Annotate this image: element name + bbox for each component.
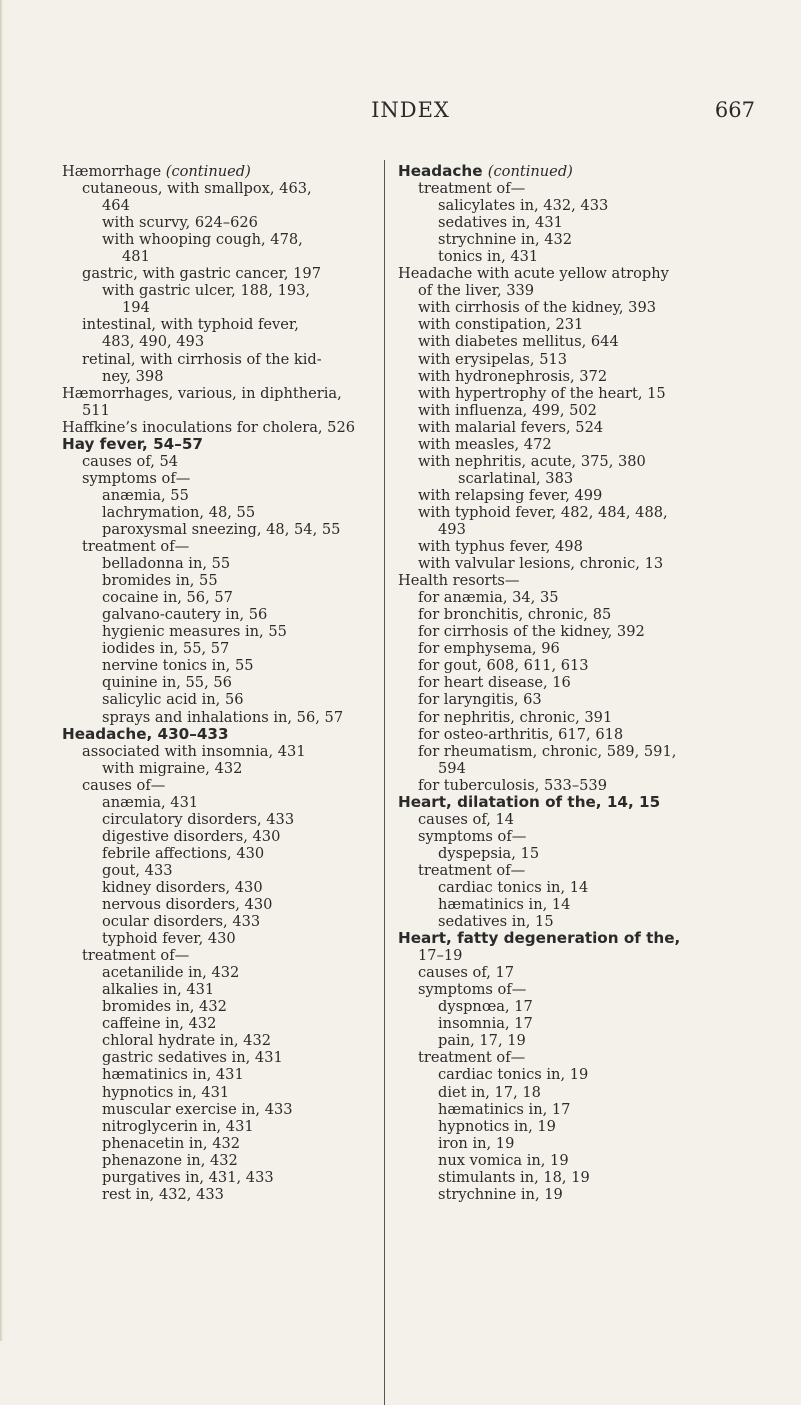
index-entry [62, 197, 374, 214]
index-entry [62, 1169, 374, 1186]
index-entry-text: causes of, 54 [82, 452, 179, 470]
index-entry [62, 845, 374, 862]
index-entry-text: nervine tonics in, 55 [102, 657, 254, 675]
index-entry-text: with measles, 472 [418, 435, 552, 453]
index-entry [62, 657, 374, 674]
index-entry [62, 402, 374, 419]
index-entry-text: 594 [438, 759, 466, 777]
index-entry [62, 1186, 374, 1203]
index-entry-text: with migraine, 432 [102, 759, 243, 777]
index-entry [62, 589, 374, 606]
index-entry-text: for emphysema, 96 [418, 640, 560, 658]
index-entry-text: treatment of— [82, 538, 190, 556]
index-entry [398, 1066, 770, 1083]
index-entry-text: phenacetin in, 432 [102, 1134, 241, 1152]
index-entry [398, 657, 770, 674]
index-entry [62, 316, 374, 333]
index-entry-text: causes of— [82, 776, 166, 794]
index-entry [62, 538, 374, 555]
index-entry-text: hygienic measures in, 55 [102, 623, 287, 641]
index-entry-text: with constipation, 231 [418, 316, 584, 334]
index-entry [62, 214, 374, 231]
index-entry [398, 504, 770, 521]
index-entry-text: with whooping cough, 478, [102, 231, 303, 249]
index-entry [398, 1101, 770, 1118]
continued-note: (continued) [487, 163, 573, 180]
index-entry-text: Hæmorrhages, various, in diphtheria, [62, 384, 342, 402]
index-entry-text: sprays and inhalations in, 56, 57 [102, 708, 344, 726]
index-entry-text: nervous disorders, 430 [102, 896, 273, 914]
index-entry [398, 1049, 770, 1066]
index-entry-text: 481 [122, 248, 150, 266]
index-entry [62, 231, 374, 248]
index-entry [398, 811, 770, 828]
index-entry [62, 981, 374, 998]
index-entry-text: for bronchitis, chronic, 85 [418, 606, 612, 624]
index-entry [62, 1015, 374, 1032]
index-entry [62, 709, 374, 726]
index-entry [398, 555, 770, 572]
index-entry [62, 368, 374, 385]
index-entry-text: gastric sedatives in, 431 [102, 1049, 283, 1067]
index-entry [398, 572, 770, 589]
index-entry [62, 180, 374, 197]
index-entry-text: with cirrhosis of the kidney, 393 [418, 299, 657, 317]
index-entry-text: hæmatinics in, 14 [438, 896, 571, 914]
index-entry-text: phenazone in, 432 [102, 1151, 238, 1169]
index-entry-text: febrile affections, 430 [102, 844, 265, 862]
index-entry [62, 436, 374, 453]
index-entry [62, 1118, 374, 1135]
index-entry-text: with hypertrophy of the heart, 15 [418, 384, 666, 402]
index-entry [398, 1118, 770, 1135]
index-entry-text: cutaneous, with smallpox, 463, [82, 180, 312, 198]
index-entry-text: 464 [102, 197, 130, 215]
index-entry-text: with typhoid fever, 482, 484, 488, [418, 503, 668, 521]
index-entry [398, 1084, 770, 1101]
index-entry [398, 248, 770, 265]
index-entry-text: for laryngitis, 63 [418, 691, 542, 709]
index-entry [398, 845, 770, 862]
index-entry [62, 1101, 374, 1118]
index-entry [398, 197, 770, 214]
index-entry [62, 998, 374, 1015]
index-entry [398, 214, 770, 231]
index-entry [62, 726, 374, 743]
index-entry-text: symptoms of— [82, 469, 191, 487]
index-entry-text: ocular disorders, 433 [102, 913, 261, 931]
index-entry [398, 1152, 770, 1169]
page-number: 667 [714, 98, 755, 122]
index-entry-text: with valvular lesions, chronic, 13 [418, 555, 664, 573]
index-entry-text: cardiac tonics in, 19 [438, 1066, 589, 1084]
index-entry [398, 436, 770, 453]
index-column-right [398, 163, 770, 1203]
index-entry-text: digestive disorders, 430 [102, 827, 281, 845]
index-entry-text: for rheumatism, chronic, 589, 591, [418, 742, 677, 760]
index-entry [398, 333, 770, 350]
index-entry-text: treatment of— [418, 1049, 526, 1067]
index-entry [398, 299, 770, 316]
index-entry-text: muscular exercise in, 433 [102, 1100, 293, 1118]
index-entry [398, 930, 770, 947]
index-entry-text: with erysipelas, 513 [418, 350, 568, 368]
index-entry [62, 504, 374, 521]
index-entry [398, 606, 770, 623]
index-entry-text: retinal, with cirrhosis of the kid- [82, 350, 322, 368]
index-entry [62, 1135, 374, 1152]
index-entry [62, 282, 374, 299]
index-entry [62, 265, 374, 282]
index-entry-text: strychnine in, 432 [438, 231, 573, 249]
index-entry-text: kidney disorders, 430 [102, 878, 263, 896]
index-entry-text: 194 [122, 299, 150, 317]
index-entry [398, 828, 770, 845]
index-entry-text: hypnotics in, 19 [438, 1117, 556, 1135]
index-entry-text: galvano-cautery in, 56 [102, 606, 268, 624]
index-entry-text: dyspepsia, 15 [438, 844, 540, 862]
index-entry-text: Headache, 430–433 [62, 724, 229, 743]
index-entry [62, 333, 374, 350]
index-entry [62, 453, 374, 470]
index-entry [398, 709, 770, 726]
page-header [66, 98, 755, 134]
index-entry-text: Heart, fatty degeneration of the, [398, 929, 681, 948]
index-entry-text: with gastric ulcer, 188, 193, [102, 282, 311, 300]
index-entry-text: salicylates in, 432, 433 [438, 197, 609, 215]
index-entry-text: with malarial fevers, 524 [418, 418, 604, 436]
index-entry-text: stimulants in, 18, 19 [438, 1168, 590, 1186]
index-entry [62, 1032, 374, 1049]
index-entry [62, 811, 374, 828]
index-entry [62, 606, 374, 623]
index-entry [62, 743, 374, 760]
index-entry [398, 896, 770, 913]
index-entry [398, 862, 770, 879]
index-entry-text: ney, 398 [102, 367, 164, 385]
index-entry-text: sedatives in, 15 [438, 913, 554, 931]
index-entry-text: circulatory disorders, 433 [102, 810, 295, 828]
index-entry [398, 1032, 770, 1049]
index-entry-text: with typhus fever, 498 [418, 538, 583, 556]
index-entry [398, 521, 770, 538]
index-entry [62, 879, 374, 896]
index-entry [398, 453, 770, 470]
index-entry [398, 180, 770, 197]
index-entry [62, 794, 374, 811]
index-entry-text: paroxysmal sneezing, 48, 54, 55 [102, 520, 341, 538]
index-entry [398, 777, 770, 794]
index-entry [398, 1186, 770, 1203]
index-entry-text: gastric, with gastric cancer, 197 [82, 265, 321, 283]
index-entry-text: causes of, 17 [418, 964, 515, 982]
index-entry-text: sedatives in, 431 [438, 214, 563, 232]
index-entry [398, 402, 770, 419]
index-entry-text: intestinal, with typhoid fever, [82, 316, 299, 334]
index-entry-text: anæmia, 431 [102, 793, 199, 811]
index-entry [62, 555, 374, 572]
index-entry-text: of the liver, 339 [418, 282, 535, 300]
index-entry-text: caffeine in, 432 [102, 1015, 217, 1033]
index-entry [62, 1066, 374, 1083]
index-entry-text: for tuberculosis, 533–539 [418, 776, 607, 794]
index-entry-text: treatment of— [418, 861, 526, 879]
index-entry-text: acetanilide in, 432 [102, 964, 240, 982]
index-entry [62, 640, 374, 657]
index-entry [398, 981, 770, 998]
index-entry [62, 862, 374, 879]
index-entry-text: quinine in, 55, 56 [102, 674, 232, 692]
index-entry [398, 760, 770, 777]
index-entry-text: pain, 17, 19 [438, 1032, 526, 1050]
index-entry-text: strychnine in, 19 [438, 1185, 563, 1203]
index-entry [398, 726, 770, 743]
page-title: INDEX [371, 98, 450, 122]
index-entry [62, 385, 374, 402]
index-entry [398, 589, 770, 606]
index-entry [398, 913, 770, 930]
index-entry-text: with scurvy, 624–626 [102, 214, 258, 232]
index-entry-text: cardiac tonics in, 14 [438, 878, 589, 896]
index-entry [62, 930, 374, 947]
index-entry-text: Headache [398, 162, 488, 180]
index-entry [398, 487, 770, 504]
index-entry [398, 163, 770, 180]
index-entry-text: for anæmia, 34, 35 [418, 589, 559, 607]
index-entry [398, 316, 770, 333]
index-entry [398, 419, 770, 436]
index-entry-text: insomnia, 17 [438, 1015, 533, 1033]
index-entry-text: for nephritis, chronic, 391 [418, 708, 613, 726]
index-entry [398, 1015, 770, 1032]
index-entry [398, 623, 770, 640]
index-entry-text: symptoms of— [418, 827, 527, 845]
index-entry [62, 521, 374, 538]
index-entry-text: alkalies in, 431 [102, 981, 215, 999]
index-entry-text: for gout, 608, 611, 613 [418, 657, 589, 675]
index-entry [62, 896, 374, 913]
index-entry [62, 964, 374, 981]
index-entry [398, 998, 770, 1015]
index-entry-text: 511 [82, 401, 110, 419]
index-entry [62, 163, 374, 180]
index-entry-text: belladonna in, 55 [102, 555, 231, 573]
index-entry [398, 351, 770, 368]
index-entry-text: anæmia, 55 [102, 486, 189, 504]
index-entry [62, 913, 374, 930]
index-entry [398, 385, 770, 402]
index-entry-text: 17–19 [418, 947, 463, 965]
index-entry [398, 368, 770, 385]
index-entry-text: hæmatinics in, 17 [438, 1100, 571, 1118]
index-entry [398, 231, 770, 248]
index-entry [398, 879, 770, 896]
index-entry [62, 248, 374, 265]
index-entry-text: scarlatinal, 383 [458, 469, 574, 487]
index-column-left [62, 163, 374, 1203]
index-entry-text: Headache with acute yellow atrophy [398, 265, 669, 283]
index-entry [398, 1135, 770, 1152]
index-entry-text: Haffkine’s inoculations for cholera, 526 [62, 418, 356, 436]
index-entry [398, 743, 770, 760]
index-entry [62, 470, 374, 487]
index-entry-text: associated with insomnia, 431 [82, 742, 306, 760]
index-entry-text: typhoid fever, 430 [102, 930, 236, 948]
index-entry [62, 777, 374, 794]
index-entry [62, 487, 374, 504]
index-entry-text: chloral hydrate in, 432 [102, 1032, 272, 1050]
index-entry-text: nitroglycerin in, 431 [102, 1117, 254, 1135]
index-entry-text: salicylic acid in, 56 [102, 691, 244, 709]
index-entry [62, 419, 374, 436]
index-entry-text: causes of, 14 [418, 810, 515, 828]
index-entry-text: hypnotics in, 431 [102, 1083, 230, 1101]
index-entry [398, 538, 770, 555]
index-entry [62, 572, 374, 589]
index-entry-text: rest in, 432, 433 [102, 1185, 224, 1203]
index-entry-text: for heart disease, 16 [418, 674, 571, 692]
index-entry [398, 1169, 770, 1186]
index-entry-text: bromides in, 432 [102, 998, 227, 1016]
index-entry [62, 1049, 374, 1066]
index-entry [62, 947, 374, 964]
index-entry-text: 493 [438, 520, 466, 538]
index-entry-text: treatment of— [418, 180, 526, 198]
continued-note: (continued) [165, 163, 251, 180]
index-entry [62, 828, 374, 845]
index-entry-text: iodides in, 55, 57 [102, 640, 230, 658]
index-entry-text: diet in, 17, 18 [438, 1083, 541, 1101]
index-entry [62, 299, 374, 316]
index-entry-text: Hæmorrhage [62, 163, 166, 180]
index-entry-text: 483, 490, 493 [102, 333, 205, 351]
index-entry-text: gout, 433 [102, 861, 173, 879]
index-entry [398, 282, 770, 299]
index-entry-text: tonics in, 431 [438, 248, 539, 266]
index-entry [398, 674, 770, 691]
index-entry-text: with diabetes mellitus, 644 [418, 333, 619, 351]
index-entry [62, 760, 374, 777]
index-entry-text: Health resorts— [398, 572, 520, 590]
index-entry-text: with influenza, 499, 502 [418, 401, 597, 419]
index-entry [398, 470, 770, 487]
index-entry-text: lachrymation, 48, 55 [102, 503, 256, 521]
index-entry [398, 691, 770, 708]
index-entry [62, 674, 374, 691]
index-entry [62, 691, 374, 708]
index-entry [62, 623, 374, 640]
index-entry-text: with hydronephrosis, 372 [418, 367, 608, 385]
index-entry [398, 947, 770, 964]
index-entry-text: dyspnœa, 17 [438, 998, 533, 1016]
index-entry-text: for cirrhosis of the kidney, 392 [418, 623, 645, 641]
page-edge-shadow [0, 0, 3, 1341]
index-entry-text: Hay fever, 54–57 [62, 434, 203, 453]
index-entry [62, 1084, 374, 1101]
index-entry-text: hæmatinics in, 431 [102, 1066, 244, 1084]
index-entry [398, 640, 770, 657]
index-entry-text: nux vomica in, 19 [438, 1151, 569, 1169]
index-entry [398, 794, 770, 811]
index-entry [398, 265, 770, 282]
index-entry-text: iron in, 19 [438, 1134, 515, 1152]
index-entry [62, 1152, 374, 1169]
index-entry-text: for osteo-arthritis, 617, 618 [418, 725, 624, 743]
index-entry-text: with nephritis, acute, 375, 380 [418, 452, 646, 470]
index-entry-text: with relapsing fever, 499 [418, 486, 603, 504]
column-divider [384, 160, 385, 1405]
index-entry-text: purgatives in, 431, 433 [102, 1168, 274, 1186]
index-entry-text: symptoms of— [418, 981, 527, 999]
index-entry [398, 964, 770, 981]
index-entry [62, 351, 374, 368]
index-entry-text: bromides in, 55 [102, 572, 218, 590]
index-entry-text: Heart, dilatation of the, 14, 15 [398, 792, 661, 811]
index-entry-text: cocaine in, 56, 57 [102, 589, 233, 607]
index-entry-text: treatment of— [82, 947, 190, 965]
